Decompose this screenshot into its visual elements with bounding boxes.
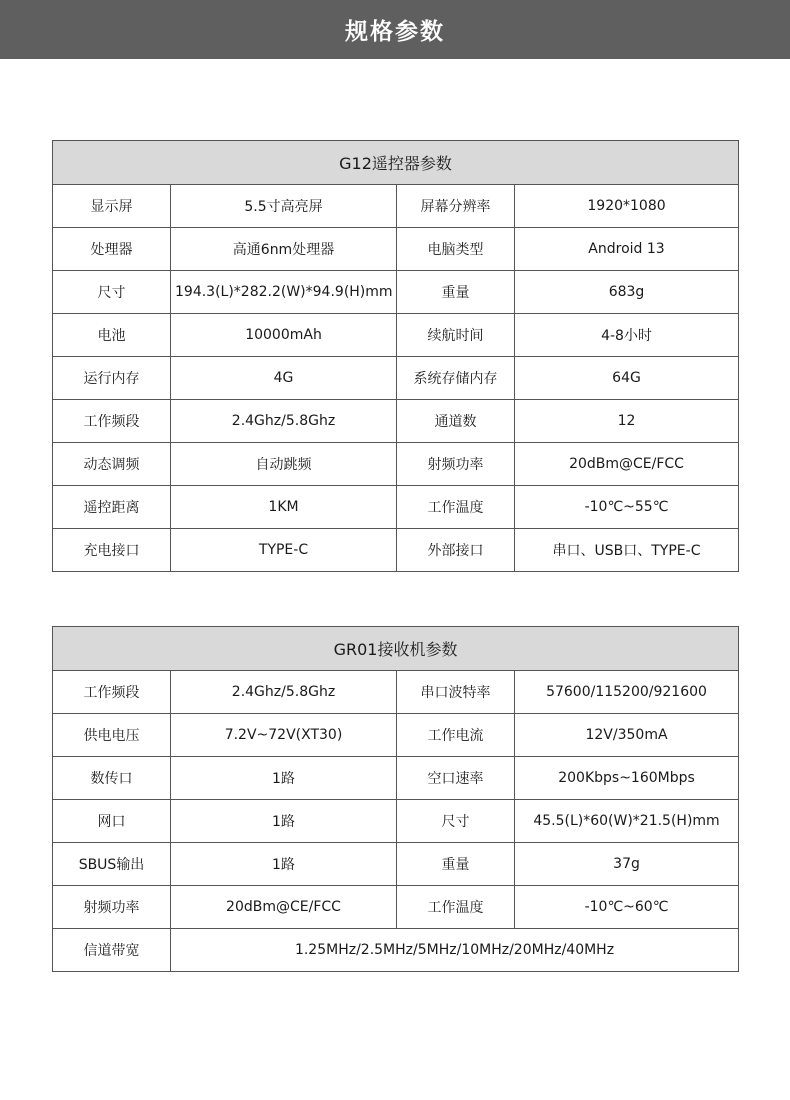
gr01-table-title: GR01接收机参数 [53,627,739,671]
spec-value: 1路 [171,757,397,800]
gr01-spec-table [52,626,739,972]
spec-label: 充电接口 [53,529,171,572]
table-row [53,486,739,529]
spec-value: 200Kbps~160Mbps [515,757,739,800]
spec-label: 系统存储内存 [397,357,515,400]
spec-label: 工作温度 [397,886,515,929]
spec-value: 12V/350mA [515,714,739,757]
spec-label: 数传口 [53,757,171,800]
table-title-row [53,141,739,185]
spec-value: 高通6nm处理器 [171,228,397,271]
spec-value: 4G [171,357,397,400]
spec-value: 2.4Ghz/5.8Ghz [171,400,397,443]
spec-label: 尺寸 [397,800,515,843]
table-row [53,271,739,314]
spec-label: 工作频段 [53,400,171,443]
spec-value: Android 13 [515,228,739,271]
spec-value: 1.25MHz/2.5MHz/5MHz/10MHz/20MHz/40MHz [171,929,739,972]
table-row [53,671,739,714]
spec-label: 网口 [53,800,171,843]
table-row [53,714,739,757]
spec-value: 37g [515,843,739,886]
spec-value: 1路 [171,843,397,886]
spec-value: 7.2V~72V(XT30) [171,714,397,757]
spec-value: 1路 [171,800,397,843]
spec-label: 串口波特率 [397,671,515,714]
spec-value: 5.5寸高亮屏 [171,185,397,228]
table-row [53,185,739,228]
spec-value: 683g [515,271,739,314]
spec-label: 射频功率 [53,886,171,929]
table-row [53,228,739,271]
table-row [53,843,739,886]
spec-label: 射频功率 [397,443,515,486]
page-header [0,0,790,59]
table-row [53,400,739,443]
spec-value: 自动跳频 [171,443,397,486]
table-row [53,929,739,972]
spec-label: 供电电压 [53,714,171,757]
spec-label: 重量 [397,843,515,886]
spec-value: 20dBm@CE/FCC [515,443,739,486]
spec-label: 尺寸 [53,271,171,314]
table-row [53,314,739,357]
spec-value: 4-8小时 [515,314,739,357]
spec-label: 信道带宽 [53,929,171,972]
spec-label: 屏幕分辨率 [397,185,515,228]
spec-label: 重量 [397,271,515,314]
spec-value: 串口、USB口、TYPE-C [515,529,739,572]
spec-label: 工作温度 [397,486,515,529]
spec-label: 电脑类型 [397,228,515,271]
g12-table-title: G12遥控器参数 [53,141,739,185]
spec-label: 遥控距离 [53,486,171,529]
page-title: 规格参数 [345,19,445,45]
spec-label: 处理器 [53,228,171,271]
spec-label: 通道数 [397,400,515,443]
table-row [53,443,739,486]
table-row [53,886,739,929]
spec-value: 194.3(L)*282.2(W)*94.9(H)mm [171,271,397,314]
spec-value: TYPE-C [171,529,397,572]
spec-label: 工作电流 [397,714,515,757]
spec-label: SBUS输出 [53,843,171,886]
table-row [53,529,739,572]
spec-value: 12 [515,400,739,443]
spec-label: 续航时间 [397,314,515,357]
table-title-row [53,627,739,671]
spec-value: 2.4Ghz/5.8Ghz [171,671,397,714]
table-row [53,757,739,800]
spec-label: 电池 [53,314,171,357]
table-row [53,357,739,400]
spec-label: 动态调频 [53,443,171,486]
spec-value: 64G [515,357,739,400]
spec-value: 57600/115200/921600 [515,671,739,714]
spec-value: 10000mAh [171,314,397,357]
spec-label: 外部接口 [397,529,515,572]
spec-value: 45.5(L)*60(W)*21.5(H)mm [515,800,739,843]
spec-value: 1920*1080 [515,185,739,228]
table-row [53,800,739,843]
spec-value: -10℃~55℃ [515,486,739,529]
spec-value: 1KM [171,486,397,529]
spec-value: 20dBm@CE/FCC [171,886,397,929]
spec-label: 运行内存 [53,357,171,400]
g12-spec-table [52,140,739,572]
spec-label: 显示屏 [53,185,171,228]
spec-value: -10℃~60℃ [515,886,739,929]
spec-label: 工作频段 [53,671,171,714]
spec-label: 空口速率 [397,757,515,800]
